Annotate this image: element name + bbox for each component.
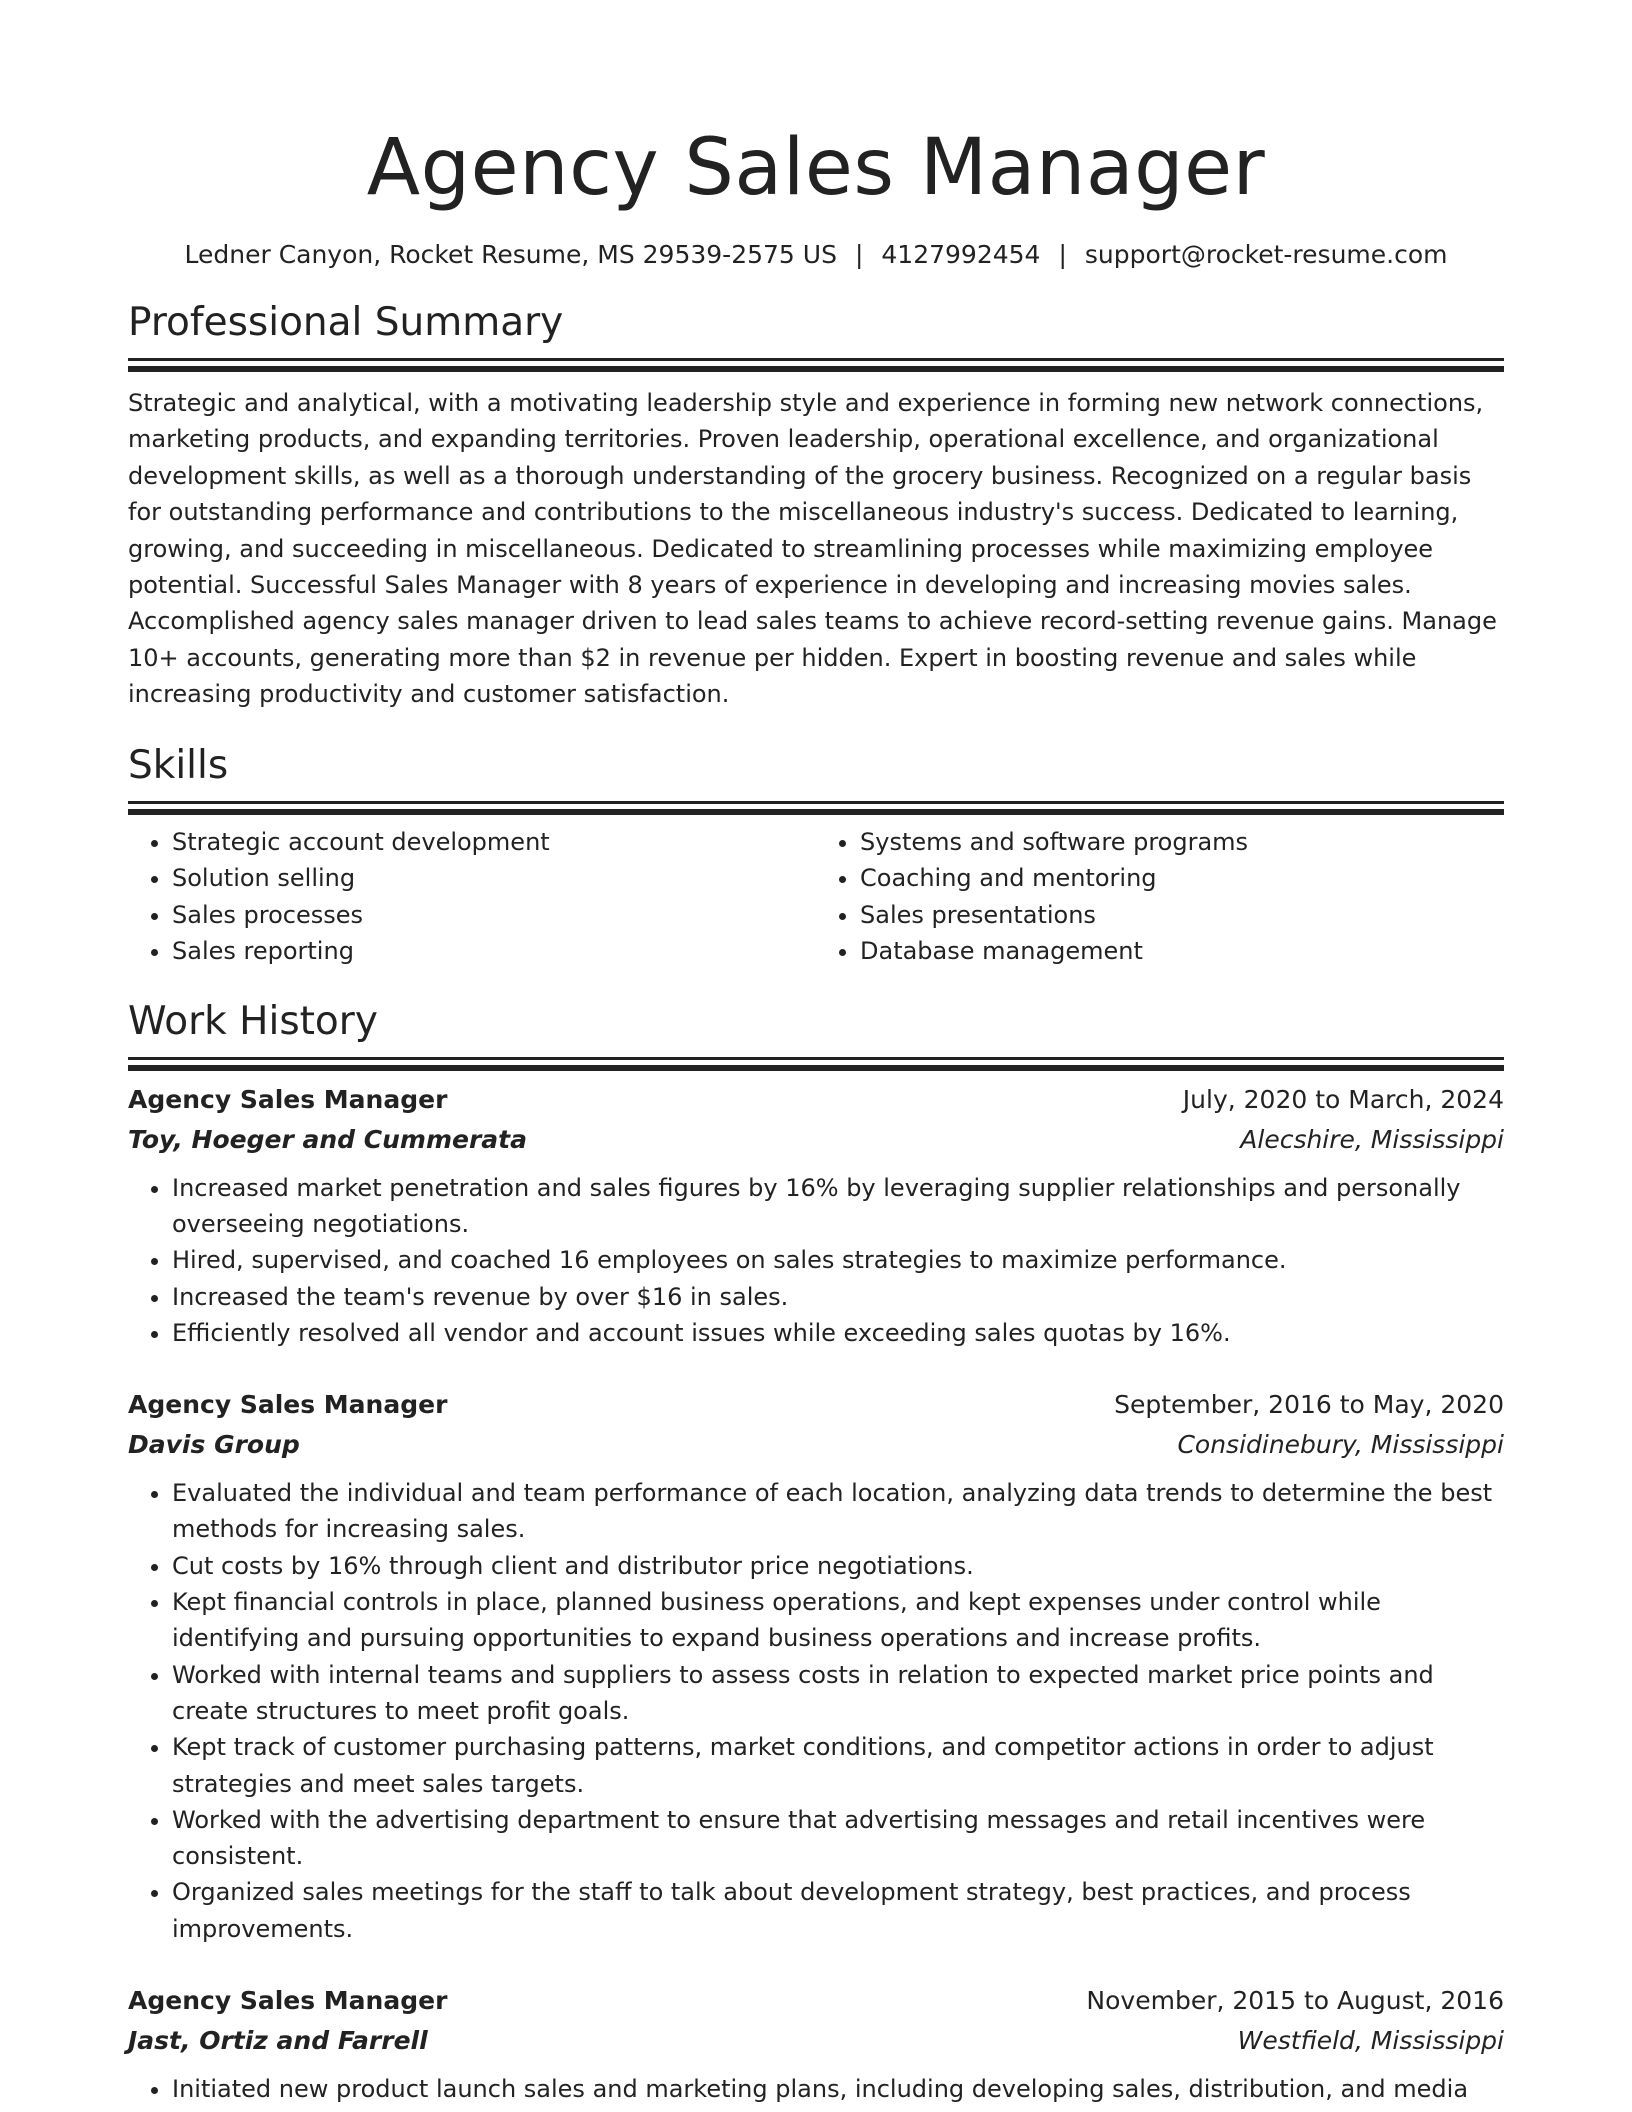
job-bullet: • Efficiently resolved all vendor and account issues while exceeding sales quotas by 16%. <box>172 1315 1504 1351</box>
job-bullet: • Organized sales meetings for the staff to talk about development strategy, best practices, and process improvements. <box>172 1874 1504 1947</box>
job-dates: September, 2016 to May, 2020 <box>1114 1390 1504 1420</box>
resume-name: Agency Sales Manager <box>366 123 1266 213</box>
job-company: Toy, Hoeger and Cummerata <box>128 1124 527 1154</box>
skills-columns <box>128 824 1504 970</box>
skill-item: • Sales presentations <box>860 897 1504 934</box>
skill-item: • Sales reporting <box>172 933 816 970</box>
skills-list-right <box>816 824 1504 970</box>
skill-item: • Solution selling <box>172 860 816 897</box>
job-bullets <box>128 1475 1504 1947</box>
job-entry <box>128 1385 1504 1947</box>
skill-item: • Sales processes <box>172 897 816 934</box>
job-dates: July, 2020 to March, 2024 <box>1182 1084 1504 1114</box>
section-title-summary: Professional Summary <box>128 300 564 345</box>
job-bullet: • Worked with the advertising department to ensure that advertising messages and retail incentives were consistent. <box>172 1802 1504 1875</box>
job-bullets <box>128 1170 1504 1351</box>
professional-summary-section <box>128 298 1504 713</box>
job-company-row <box>128 1120 1504 1160</box>
contact-separator: | <box>1058 240 1067 269</box>
job-entry <box>128 1080 1504 1351</box>
job-header-row <box>128 1981 1504 2021</box>
skills-section <box>128 741 1504 970</box>
skills-list-left <box>128 824 816 970</box>
contact-email: support@rocket-resume.com <box>1084 240 1448 269</box>
job-company: Davis Group <box>128 1430 300 1460</box>
job-location: Alecshire, Mississippi <box>1240 1124 1504 1154</box>
section-divider <box>128 1057 1504 1060</box>
contact-phone: 4127992454 <box>881 240 1041 269</box>
section-title-work: Work History <box>128 998 378 1044</box>
contact-separator: | <box>854 240 864 269</box>
section-divider <box>128 358 1504 361</box>
job-title: Agency Sales Manager <box>128 1084 448 1114</box>
job-bullet: • Kept track of customer purchasing patterns, market conditions, and competitor actions in order to adjust strategies and meet sales targets. <box>172 1729 1504 1802</box>
contact-line <box>128 238 1504 272</box>
skill-item: • Systems and software programs <box>860 824 1504 861</box>
skill-item: • Database management <box>860 933 1504 970</box>
job-bullet: • Hired, supervised, and coached 16 employees on sales strategies to maximize performance. <box>172 1242 1504 1278</box>
section-divider <box>128 801 1504 804</box>
job-bullet: • Increased the team's revenue by over $16 in sales. <box>172 1279 1504 1315</box>
skill-item: • Coaching and mentoring <box>860 860 1504 897</box>
job-title: Agency Sales Manager <box>128 1986 448 2015</box>
summary-text: Strategic and analytical, with a motivating leadership style and experience in forming new network connections, marketing products, and expanding territories. Proven leadership, operational excellence, and organizational development skills, as well as a thorough understanding of the grocery business. Recognized on a regular basis for outstanding performance and contributions to the miscellaneous industry's success. Dedicated to learning, growing, and succeeding in miscellaneous. Dedicated to streamlining processes while maximizing employee potential. Successful Sales Manager with 8 years of experience in developing and increasing movies sales. Accomplished agency sales manager driven to lead sales teams to achieve record-setting revenue gains. Manage 10+ accounts, generating more than $2 in revenue per hidden. Expert in boosting revenue and sales while increasing productivity and customer satisfaction. <box>128 389 1497 709</box>
job-company: Jast, Ortiz and Farrell <box>128 2026 428 2055</box>
job-bullets <box>128 2071 1504 2107</box>
section-title-skills: Skills <box>128 742 229 788</box>
job-bullet: • Cut costs by 16% through client and distributor price negotiations. <box>172 1548 1504 1584</box>
job-bullet: • Worked with internal teams and suppliers to assess costs in relation to expected market price points and create structures to meet profit goals. <box>172 1657 1504 1730</box>
job-title: Agency Sales Manager <box>128 1390 448 1420</box>
job-location: Considinebury, Mississippi <box>1177 1430 1504 1460</box>
job-bullet: • Evaluated the individual and team performance of each location, analyzing data trends to determine the best methods for increasing sales. <box>172 1475 1504 1548</box>
job-location: Westfield, Mississippi <box>1237 2026 1504 2055</box>
job-header-row <box>128 1080 1504 1120</box>
job-company-row <box>128 2021 1504 2061</box>
job-dates: November, 2015 to August, 2016 <box>1086 1986 1504 2015</box>
job-company-row <box>128 1425 1504 1465</box>
job-entry <box>128 1981 1504 2107</box>
job-header-row <box>128 1385 1504 1425</box>
skill-item: • Strategic account development <box>172 824 816 861</box>
job-bullet: • Increased market penetration and sales figures by 16% by leveraging supplier relationships and personally overseeing negotiations. <box>172 1170 1504 1243</box>
job-bullet: • Initiated new product launch sales and marketing plans, including developing sales, distribution, and media <box>172 2071 1504 2107</box>
contact-address: Ledner Canyon, Rocket Resume, MS 29539-2575 US <box>184 240 837 269</box>
job-bullet: • Kept financial controls in place, planned business operations, and kept expenses under control while identifying and pursuing opportunities to expand business operations and increase profits. <box>172 1584 1504 1657</box>
work-history-section <box>128 997 1504 2108</box>
